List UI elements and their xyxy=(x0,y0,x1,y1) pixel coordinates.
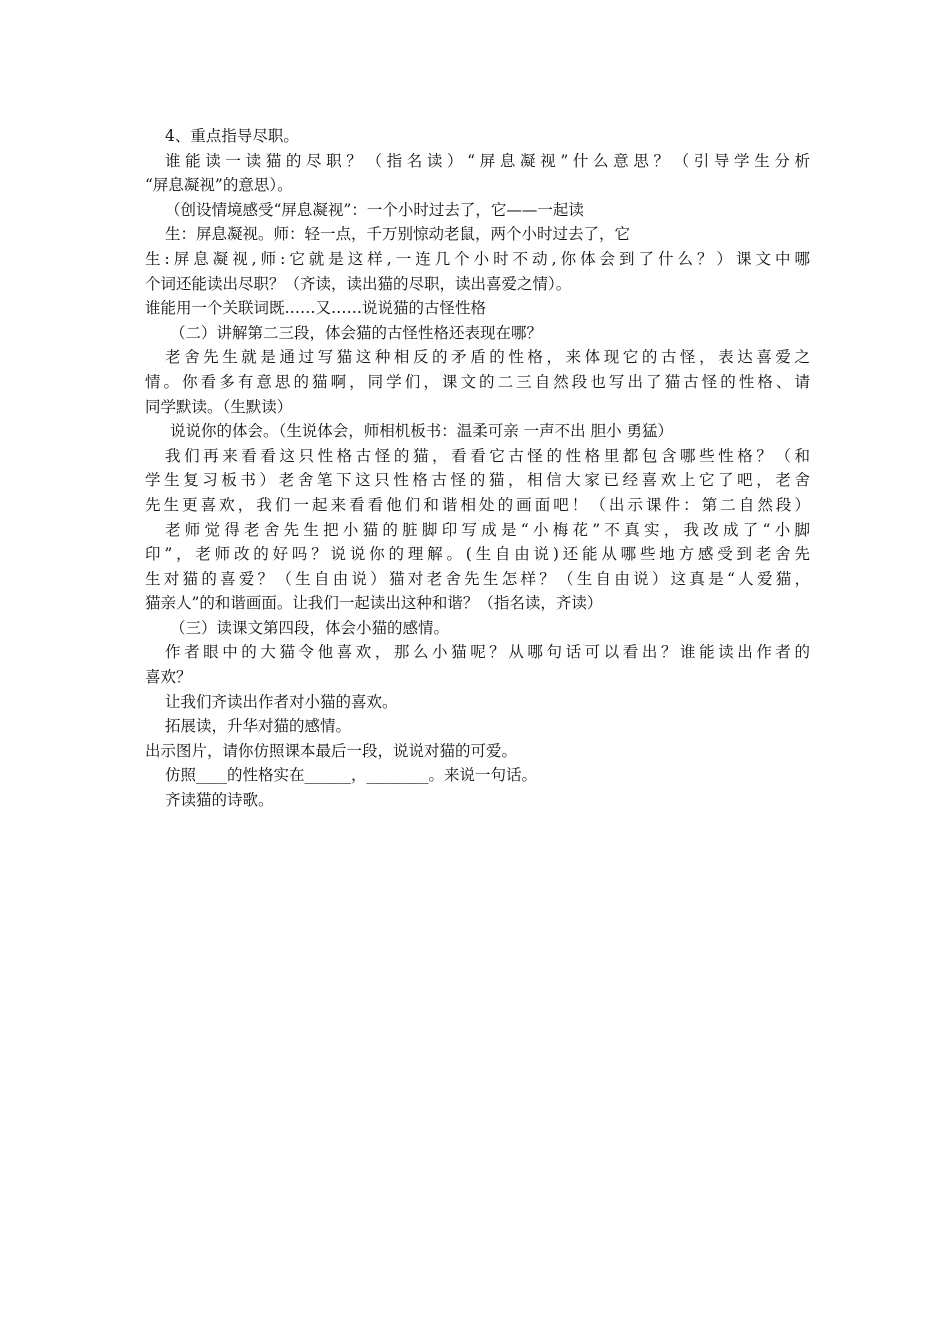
paragraph-line: 仿照____的性格实在______，________。来说一句话。 xyxy=(165,766,538,785)
paragraph-line: 先生更喜欢，我们一起来看看他们和谐相处的画面吧！（出示课件：第二自然段） xyxy=(145,495,810,514)
paragraph-line: 拓展读，升华对猫的感情。 xyxy=(165,717,352,736)
paragraph-line: 生:屏息凝视,师:它就是这样,一连几个小时不动,你体会到了什么？）课文中哪 xyxy=(145,249,810,268)
paragraph-line: 印”，老师改的好吗？说说你的理解。(生自由说)还能从哪些地方感受到老舍先 xyxy=(145,545,810,564)
paragraph-line: 个词还能读出尽职？（齐读，读出猫的尽职，读出喜爱之情）。 xyxy=(145,274,572,293)
paragraph-line: 说说你的体会。（生说体会，师相机板书：温柔可亲 一声不出 胆小 勇猛） xyxy=(170,422,674,441)
paragraph-line: 老舍先生就是通过写猫这种相反的矛盾的性格，来体现它的古怪，表达喜爱之 xyxy=(165,348,810,367)
paragraph-line: 学生复习板书）老舍笔下这只性格古怪的猫，相信大家已经喜欢上它了吧，老舍 xyxy=(145,471,810,490)
paragraph-line: 老师觉得老舍先生把小猫的脏脚印写成是“小梅花”不真实，我改成了“小脚 xyxy=(165,520,810,539)
paragraph-line: 生对猫的喜爱？（生自由说）猫对老舍先生怎样？（生自由说）这真是“人爱猫， xyxy=(145,569,810,588)
paragraph-line: 猫亲人”的和谐画面。让我们一起读出这种和谐？（指名读，齐读） xyxy=(145,594,603,613)
paragraph-line: “屏息凝视”的意思）。 xyxy=(145,176,293,195)
paragraph-line: 谁能用一个关联词既……又……说说猫的古怪性格 xyxy=(145,299,487,318)
paragraph-line: （二）讲解第二三段，体会猫的古怪性格还表现在哪？ xyxy=(170,323,543,342)
paragraph-line: 情。你看多有意思的猫啊，同学们，课文的二三自然段也写出了猫古怪的性格、请 xyxy=(145,372,810,391)
paragraph-line: 我们再来看看这只性格古怪的猫，看看它古怪的性格里都包含哪些性格？（和 xyxy=(165,446,810,465)
paragraph-line: 作者眼中的大猫令他喜欢，那么小猫呢？从哪句话可以看出？谁能读出作者的 xyxy=(165,643,810,662)
paragraph-line: 齐读猫的诗歌。 xyxy=(165,791,274,810)
paragraph-line: 4、重点指导尽职。 xyxy=(165,127,299,145)
paragraph-line: （三）读课文第四段，体会小猫的感情。 xyxy=(170,618,450,637)
paragraph-line: 同学默读。（生默读） xyxy=(145,397,293,416)
paragraph-line: 谁能读一读猫的尽职？（指名读）“屏息凝视”什么意思？（引导学生分析 xyxy=(165,151,810,170)
paragraph-line: 出示图片，请你仿照课本最后一段，说说对猫的可爱。 xyxy=(145,741,518,760)
document-body xyxy=(145,124,810,813)
paragraph-line: 让我们齐读出作者对小猫的喜欢。 xyxy=(165,692,398,711)
paragraph-line: 喜欢？ xyxy=(145,668,192,687)
paragraph-line: 生：屏息凝视。师：轻一点，千万别惊动老鼠，两个小时过去了，它 xyxy=(165,225,631,244)
paragraph-line: （创设情境感受“屏息凝视”：一个小时过去了，它——一起读 xyxy=(165,200,584,219)
